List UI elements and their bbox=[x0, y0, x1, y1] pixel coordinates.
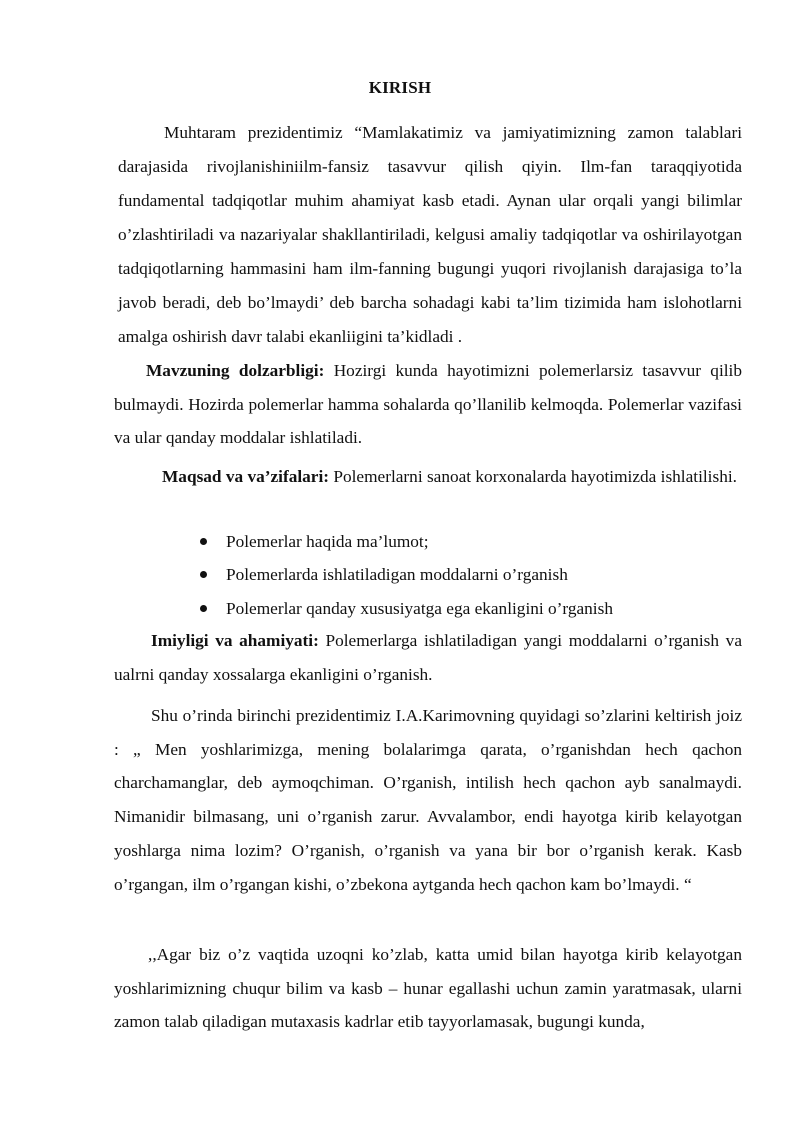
list-item bbox=[196, 592, 613, 625]
significance-label: Imiyligi va ahamiyati: bbox=[151, 631, 319, 650]
quote-intro-paragraph: Shu o’rinda birinchi prezidentimiz I.A.Karimovning quyidagi so’zlarini keltirish joiz : „ Men yoshlarimizga, mening bolalarimga qarata, o’rganishdan hech qachon charchamanglar, deb aymoqchiman. O’rganish, intilish hech qachon ayb sanalmaydi. Nimanidir bilmasang, uni o’rganish zarur. Avvalambor, endi hayotga kirib kelayotgan yoshlarga nima lozim? O’rganish, o’rganish va yana bir bor o’rganish kerak. Kasb o’rgangan, ilm o’rgangan kishi, o’zbekona aytganda hech qachon kam bo’lmaydi. “ bbox=[114, 706, 742, 894]
relevance-text: Hozirgi kunda hayotimizni polemerlarsiz tasavvur qilib bulmaydi. Hozirda polemerlar hamma sohalarda qo’llanilib kelmoqda. Polemerlar vazifasi va ular qanday moddalar ishlatiladi. bbox=[114, 361, 742, 448]
intro-paragraph: Muhtaram prezidentimiz “Mamlakatimiz va jamiyatimizning zamon talablari darajasida rivojlanishiniilm-fansiz tasavvur qilish qiyin. Ilm-fan taraqqiyotida fundamental tadqiqotlar muhim ahamiyat kasb etadi. Aynan ular orqali yangi bilimlar o’zlashtiriladi va nazariyalar shakllantiriladi, kelgusi amaliy tadqiqotlar va oshirilayotgan tadqiqotlarning hammasini ham ilm-fanning bugungi yuqori rivojlanish darajasiga to’la javob beradi, deb bo’lmaydi’ deb barcha sohadagi kabi ta’lim tizimida ham islohotlarni amalga oshirish davr talabi ekanliigini ta’kidladi . bbox=[118, 123, 742, 346]
list-item-text: Polemerlarda ishlatiladigan moddalarni o’rganish bbox=[226, 565, 568, 585]
page-title: KIRISH bbox=[368, 78, 432, 97]
bullet-icon bbox=[200, 538, 207, 545]
relevance-label: Mavzuning dolzarbligi: bbox=[146, 361, 325, 380]
goals-label: Maqsad va va’zifalari: bbox=[162, 467, 330, 486]
goals-bullet-list bbox=[196, 525, 613, 625]
significance-text: Polemerlarga ishlatiladigan yangi moddalarni o’rganish va ualrni qanday xossalarga ekanligini o’rganish. bbox=[114, 631, 742, 684]
list-item-text: Polemerlar haqida ma’lumot; bbox=[226, 532, 429, 551]
bullet-icon bbox=[200, 605, 207, 612]
significance-paragraph bbox=[114, 624, 742, 691]
relevance-paragraph bbox=[114, 354, 742, 455]
quote-second-paragraph: ,,Agar biz o’z vaqtida uzoqni ko’zlab, katta umid bilan hayotga kirib kelayotgan yoshlarimizning chuqur bilim va kasb – hunar egallashi uchun zamin yaratmasak, ularni zamon talab qiladigan mutaxasis kadrlar etib tayyorlamasak, bugungi kunda, bbox=[114, 945, 742, 1032]
list-item-text: Polemerlar qanday xususiyatga ega ekanligini o’rganish bbox=[226, 598, 613, 618]
goals-paragraph bbox=[114, 460, 742, 494]
goals-text: Polemerlarni sanoat korxonalarda hayotimizda ishlatilishi. bbox=[329, 467, 737, 486]
list-item bbox=[196, 558, 613, 591]
bullet-icon bbox=[200, 571, 207, 578]
list-item bbox=[196, 525, 613, 558]
